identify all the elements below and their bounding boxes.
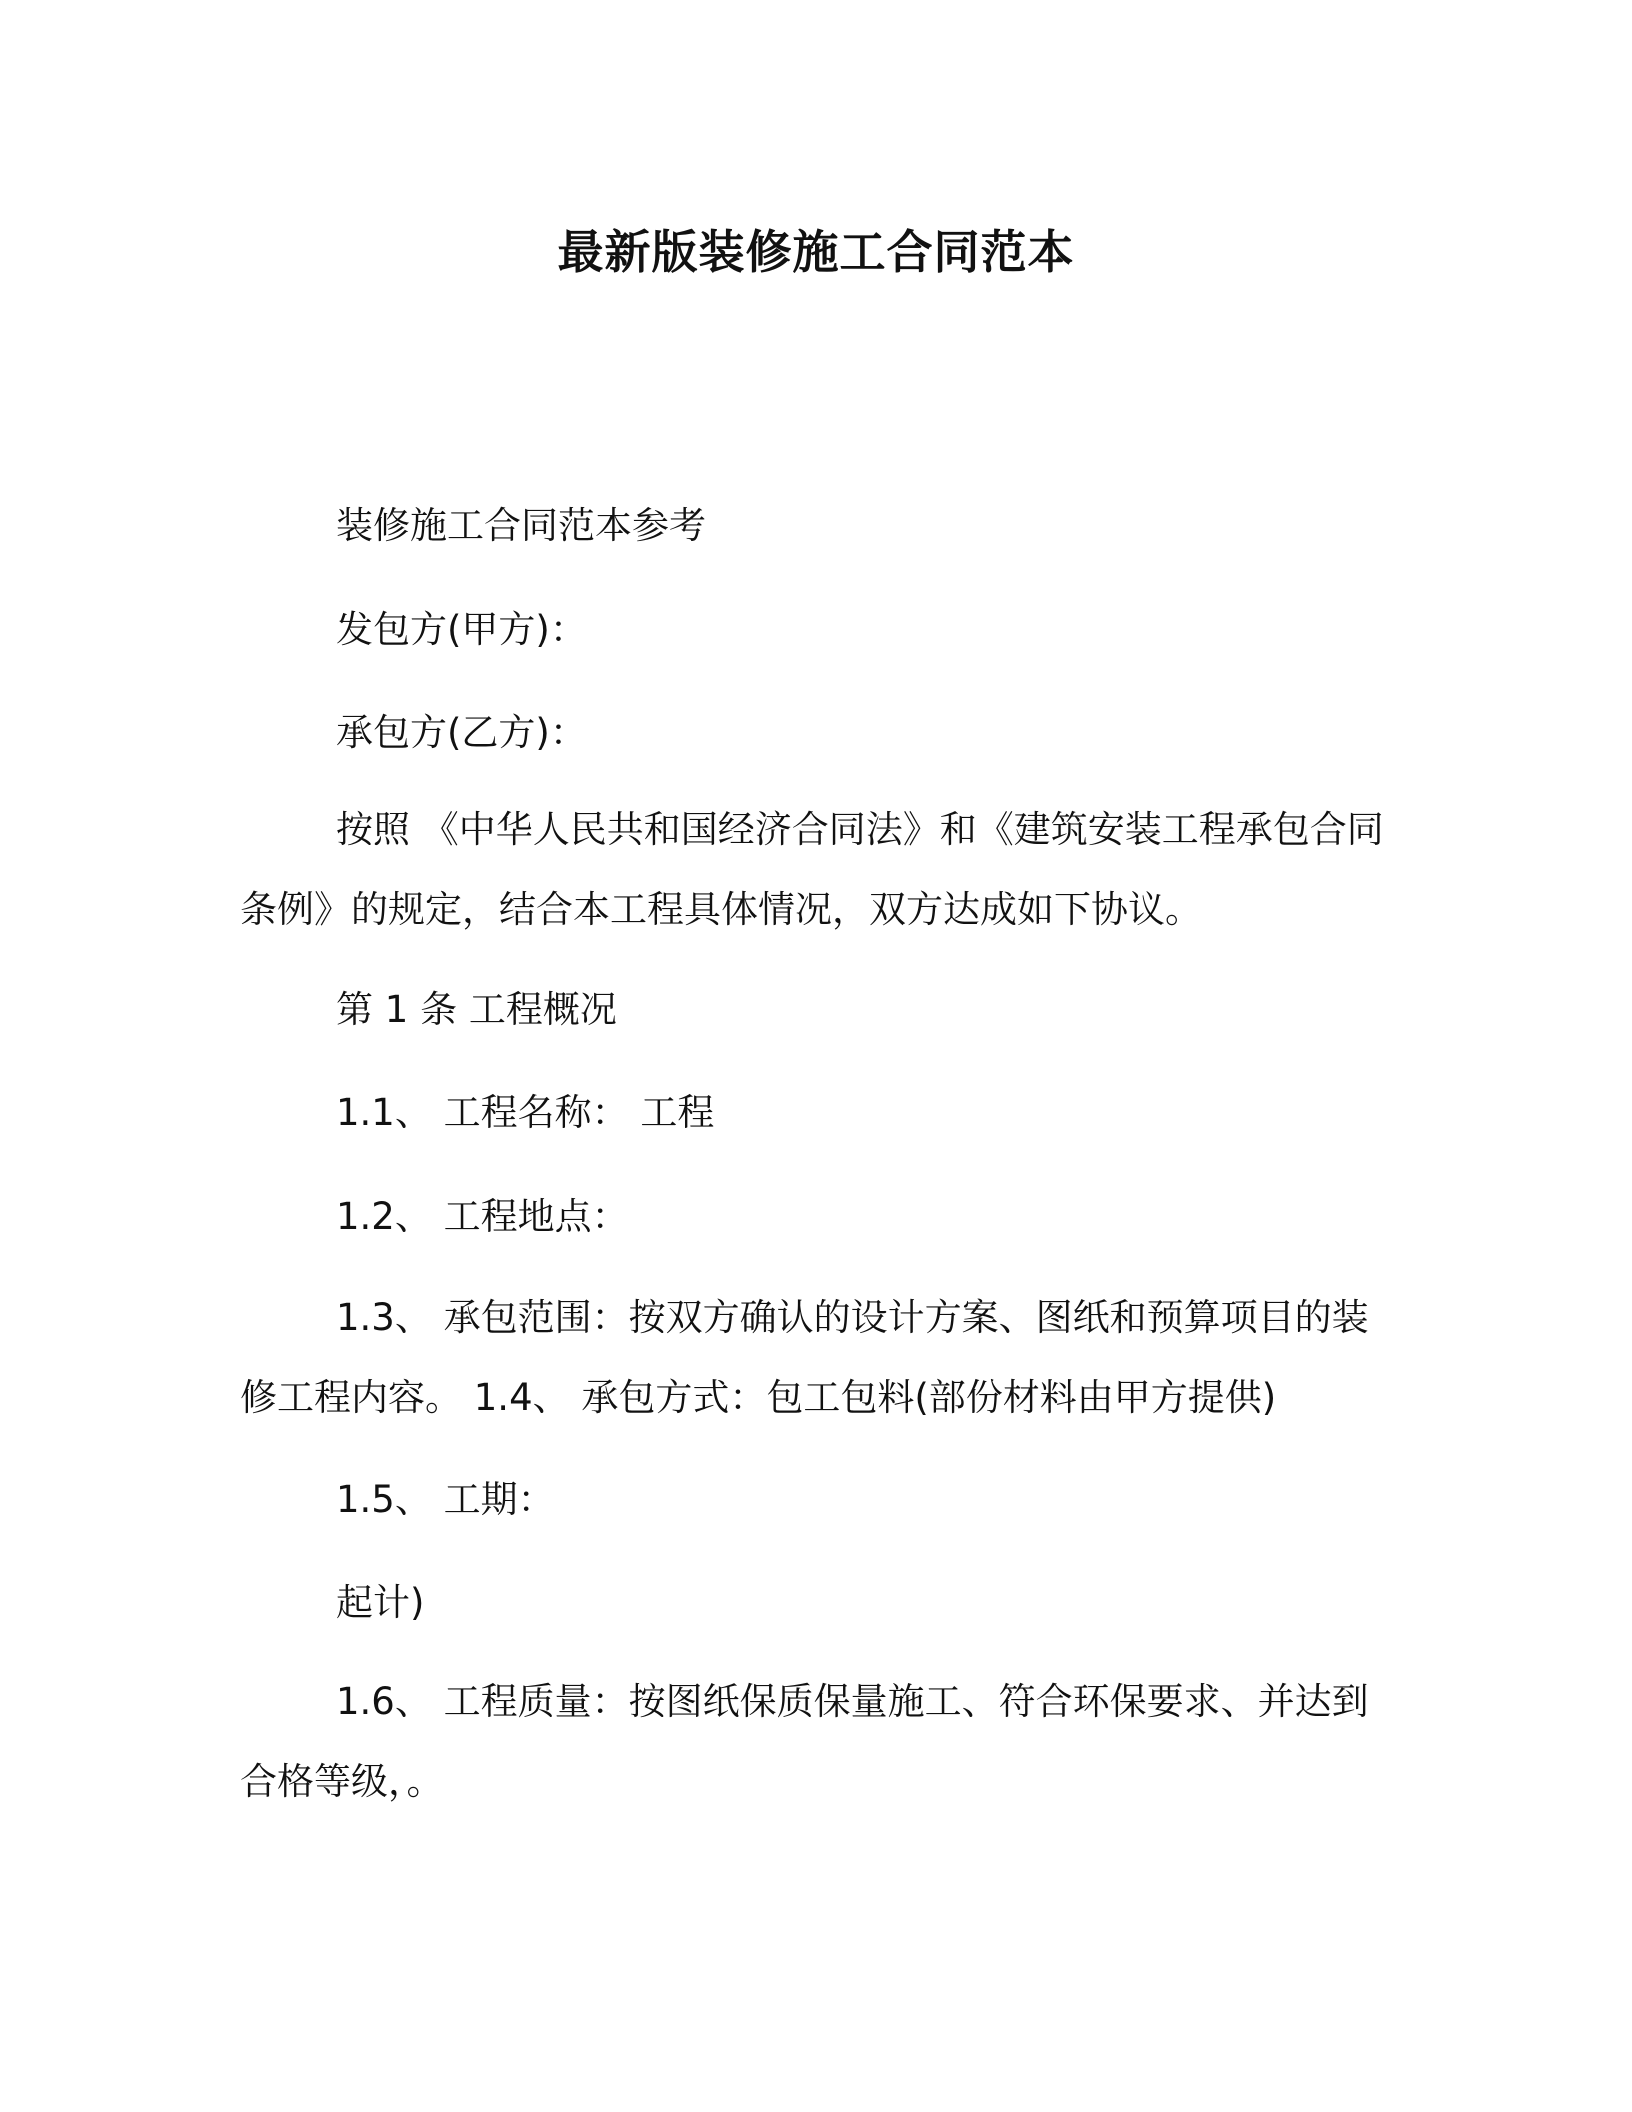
clause-1-5: 1.5、 工期： — [336, 1478, 555, 1521]
clause-1-5-continuation: 起计) — [336, 1581, 425, 1624]
subtitle-paragraph: 装修施工合同范本参考 — [336, 504, 706, 547]
party-b-line: 承包方(乙方)： — [336, 711, 587, 754]
preamble-paragraph: 按照 《中华人民共和国经济合同法》和《建筑安装工程承包合同条例》的规定，结合本工程具体情况，双方达成如下协议。 — [240, 808, 1384, 931]
document-title: 最新版装修施工合同范本 — [557, 225, 1075, 279]
clause-1-3-1-4: 1.3、 承包范围：按双方确认的设计方案、图纸和预算项目的装修工程内容。 1.4、 承包方式：包工包料(部份材料由甲方提供) — [240, 1296, 1369, 1419]
clause-1-2: 1.2、 工程地点： — [336, 1195, 629, 1238]
party-a-line: 发包方(甲方)： — [336, 608, 587, 651]
clause-1-1: 1.1、 工程名称： 工程 — [336, 1091, 715, 1134]
clause-1-6: 1.6、 工程质量：按图纸保质保量施工、符合环保要求、并达到合格等级，。 — [240, 1680, 1369, 1803]
article-1-heading: 第 1 条 工程概况 — [336, 988, 617, 1031]
